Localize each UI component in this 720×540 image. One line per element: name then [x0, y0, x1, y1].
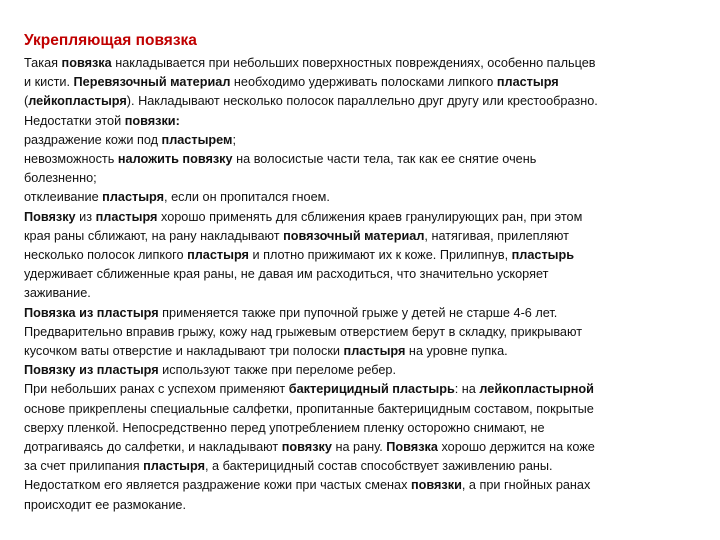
- text-line: [24, 496, 712, 515]
- text-run: удерживает сближенные края раны, не давая им расходиться, что значительно ускоряет: [24, 267, 549, 282]
- text-run: применяется также при пупочной грыже у детей не старше 4-6 лет.: [158, 305, 558, 320]
- text-line: [24, 246, 712, 265]
- bold-term: бактерицидный пластырь: [288, 382, 455, 397]
- bold-term: Повязку: [24, 209, 76, 224]
- text-run: на рану.: [331, 440, 387, 455]
- text-line: [24, 457, 712, 476]
- text-line: [24, 476, 712, 495]
- text-run: , а бактерицидный состав способствует заживлению раны.: [204, 459, 553, 474]
- text-run: отклеивание: [24, 190, 103, 205]
- text-run: (: [24, 94, 29, 109]
- text-run: раздражение кожи под: [24, 132, 162, 147]
- text-run: ;: [232, 132, 236, 147]
- text-line: [24, 323, 712, 342]
- bold-term: лейкопластыря: [28, 94, 127, 109]
- text-run: и кисти.: [24, 75, 74, 90]
- bold-term: пластыря: [143, 459, 205, 474]
- text-run: Недостатком его является раздражение кожи при частых сменах: [24, 478, 411, 493]
- text-run: несколько полосок липкого: [24, 248, 188, 263]
- bold-term: повязку: [281, 440, 332, 455]
- text-line: [24, 284, 712, 303]
- text-line: [24, 361, 712, 380]
- text-run: При небольших ранах с успехом применяют: [24, 382, 289, 397]
- text-line: [24, 380, 712, 399]
- body-text: [24, 54, 712, 515]
- text-line: [24, 54, 712, 73]
- text-run: болезненно;: [24, 171, 97, 186]
- text-line: [24, 92, 712, 111]
- text-run: на уровне пупка.: [405, 344, 508, 359]
- text-line: [24, 400, 712, 419]
- bold-term: пластыря: [496, 75, 559, 90]
- text-run: , а при гнойных ранах: [461, 478, 591, 493]
- text-run: необходимо удерживать полосками липкого: [230, 75, 497, 90]
- bold-term: Повязка из пластыря: [24, 305, 159, 320]
- bold-term: наложить повязку: [117, 152, 233, 167]
- text-line: [24, 169, 712, 188]
- text-line: [24, 438, 712, 457]
- text-run: на волосистые части тела, так как ее снятие очень: [232, 152, 537, 167]
- text-run: : на: [454, 382, 480, 397]
- text-run: хорошо держится на коже: [437, 440, 595, 455]
- bold-term: повязочный материал: [283, 228, 425, 243]
- text-line: [24, 112, 712, 131]
- text-run: и плотно прижимают их к коже. Прилипнув,: [248, 248, 512, 263]
- bold-term: повязки:: [124, 113, 180, 128]
- text-run: , если он пропитался гноем.: [164, 190, 330, 205]
- text-run: основе прикреплены специальные салфетки, пропитанные бактерицидным составом, покрытые: [24, 401, 594, 416]
- text-line: [24, 227, 712, 246]
- text-run: накладывается при небольших поверхностных повреждениях, особенно пальцев: [111, 56, 596, 70]
- bold-term: пластыря: [343, 344, 406, 359]
- text-run: , натягивая, прилепляют: [424, 228, 569, 243]
- text-line: [24, 131, 712, 150]
- text-run: из: [75, 209, 96, 224]
- text-run: ). Накладывают несколько полосок параллельно друг другу или крестообразно.: [126, 94, 598, 109]
- text-line: [24, 73, 712, 92]
- text-run: Предварительно вправив грыжу, кожу над грыжевым отверстием берут в складку, прикрывают: [24, 324, 583, 339]
- text-line: [24, 188, 712, 207]
- bold-term: Повязку из пластыря: [24, 363, 159, 378]
- bold-term: пластыря: [102, 190, 165, 205]
- text-line: [24, 265, 712, 284]
- bold-term: Перевязочный материал: [73, 75, 231, 90]
- text-run: дотрагиваясь до салфетки, и накладывают: [24, 440, 282, 455]
- text-run: невозможность: [24, 152, 118, 167]
- text-run: за счет прилипания: [24, 459, 144, 474]
- text-run: края раны сближают, на рану накладывают: [24, 228, 284, 243]
- bold-term: пластыря: [187, 248, 249, 263]
- text-line: [24, 419, 712, 438]
- bold-term: Повязка: [386, 440, 438, 455]
- bold-term: повязка: [61, 56, 112, 70]
- text-run: заживание.: [24, 286, 91, 301]
- text-line: [24, 208, 712, 227]
- text-line: [24, 150, 712, 169]
- text-run: сверху пленкой. Непосредственно перед употреблением пленку осторожно снимают, не: [24, 420, 545, 435]
- page-title: Укрепляющая повязка: [24, 32, 197, 49]
- text-run: происходит ее размокание.: [24, 497, 186, 512]
- text-line: [24, 304, 712, 323]
- bold-term: пластырем: [161, 132, 233, 147]
- bold-term: пластыря: [95, 209, 158, 224]
- text-run: кусочком ваты отверстие и накладывают три полоски: [24, 344, 344, 359]
- text-line: [24, 342, 712, 361]
- bold-term: повязки: [410, 478, 462, 493]
- bold-term: пластырь: [511, 248, 575, 263]
- text-run: Такая: [24, 56, 62, 70]
- text-run: используют также при переломе ребер.: [158, 363, 397, 378]
- text-run: Недостатки этой: [24, 113, 125, 128]
- text-run: хорошо применять для сближения краев гранулирующих ран, при этом: [157, 209, 583, 224]
- bold-term: лейкопластырной: [479, 382, 594, 397]
